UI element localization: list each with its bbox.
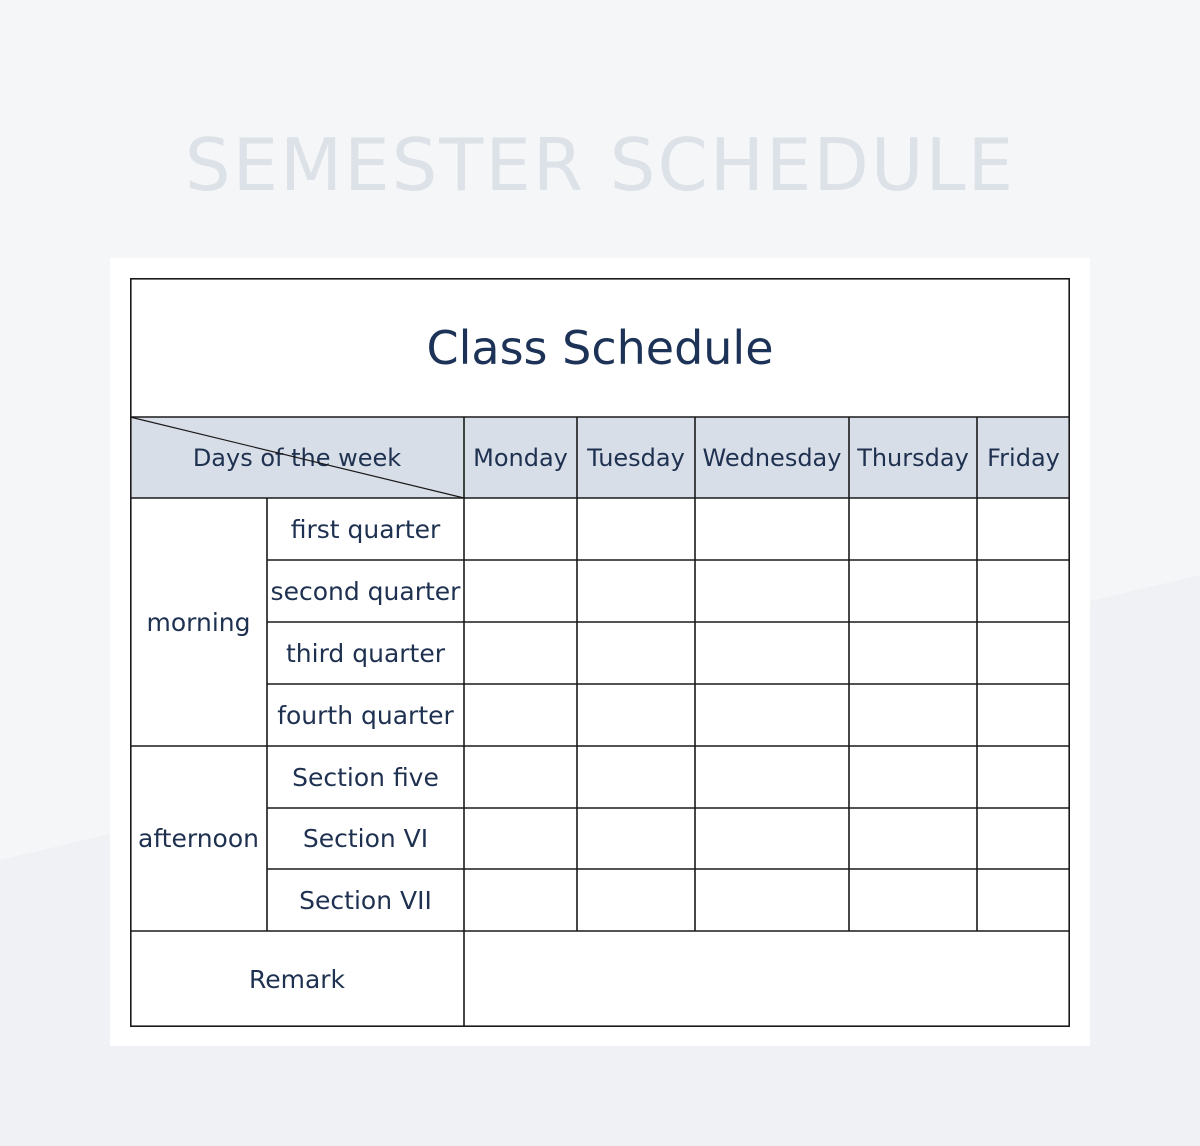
period-label: Section VI	[302, 824, 429, 853]
period-label: Section five	[292, 762, 439, 792]
table-title: Class Schedule	[426, 320, 774, 375]
period-label: third quarter	[285, 638, 446, 668]
period-label: second quarter	[270, 576, 461, 606]
period-label: fourth quarter	[277, 700, 454, 730]
day-header-label: Wednesday	[702, 443, 842, 472]
remark-label: Remark	[248, 964, 346, 994]
group-label-afternoon: afternoon	[138, 824, 259, 853]
table-grid-lines	[130, 278, 1070, 1027]
day-header-label: Thursday	[857, 443, 969, 472]
day-header-label: Monday	[473, 443, 568, 472]
class-schedule-table	[130, 278, 1070, 1027]
day-header-label: Friday	[987, 443, 1060, 472]
corner-header-label: Days of the week	[192, 443, 402, 472]
period-label: first quarter	[290, 514, 441, 544]
period-label: Section VII	[299, 885, 432, 915]
group-label-morning: morning	[146, 607, 251, 637]
day-header-label: Tuesday	[587, 443, 685, 472]
page-title: SEMESTER SCHEDULE	[184, 123, 1016, 207]
